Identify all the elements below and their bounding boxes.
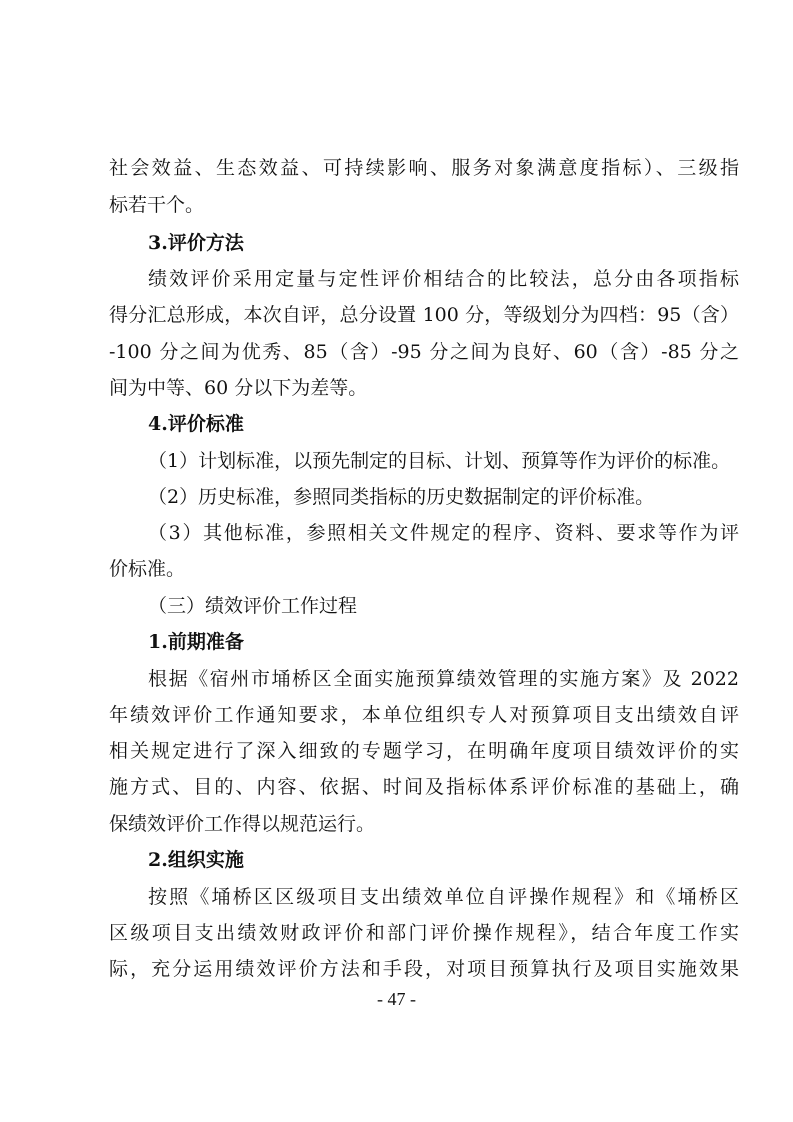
- body-text-line: 按照《埇桥区区级项目支出绩效单位自评操作规程》和《埇桥区: [148, 886, 739, 908]
- body-text-line: 标若干个。: [109, 194, 205, 216]
- body-text-line: 年绩效评价工作通知要求，本单位组织专人对预算项目支出绩效自评: [109, 704, 739, 726]
- page-number: - 47 -: [377, 989, 416, 1009]
- body-text-line: （1）计划标准，以预先制定的目标、计划、预算等作为评价的标准。: [148, 450, 731, 472]
- body-text-line: 际，充分运用绩效评价方法和手段，对项目预算执行及项目实施效果: [109, 958, 739, 980]
- section-heading: 2.组织实施: [148, 849, 244, 871]
- body-text-line: （3）其他标准，参照相关文件规定的程序、资料、要求等作为评: [148, 522, 739, 544]
- body-text-line: 价标准。: [109, 558, 186, 580]
- body-text-line: 得分汇总形成，本次自评，总分设置 100 分，等级划分为四档：95（含）: [109, 304, 739, 326]
- section-heading: 1.前期准备: [148, 631, 244, 653]
- body-text-line: 区级项目支出绩效财政评价和部门评价操作规程》，结合年度工作实: [109, 922, 739, 944]
- body-text-line: -100 分之间为优秀、85（含）-95 分之间为良好、60（含）-85 分之: [109, 341, 739, 363]
- subsection-heading: （三）绩效评价工作过程: [148, 595, 358, 617]
- body-text-line: 施方式、目的、内容、依据、时间及指标体系评价标准的基础上，确: [109, 776, 739, 798]
- body-text-line: 绩效评价采用定量与定性评价相结合的比较法，总分由各项指标: [148, 268, 739, 290]
- body-text-line: 社会效益、生态效益、可持续影响、服务对象满意度指标）、三级指: [109, 157, 739, 179]
- body-text-line: 保绩效评价工作得以规范运行。: [109, 813, 376, 835]
- body-text-line: 相关规定进行了深入细致的专题学习，在明确年度项目绩效评价的实: [109, 740, 739, 762]
- body-text-line: （2）历史标准，参照同类指标的历史数据制定的评价标准。: [148, 486, 655, 508]
- body-text-line: 间为中等、60 分以下为差等。: [109, 377, 368, 399]
- section-heading: 4.评价标准: [148, 413, 244, 435]
- body-text-line: 根据《宿州市埇桥区全面实施预算绩效管理的实施方案》及 2022: [148, 668, 739, 690]
- section-heading: 3.评价方法: [148, 232, 244, 254]
